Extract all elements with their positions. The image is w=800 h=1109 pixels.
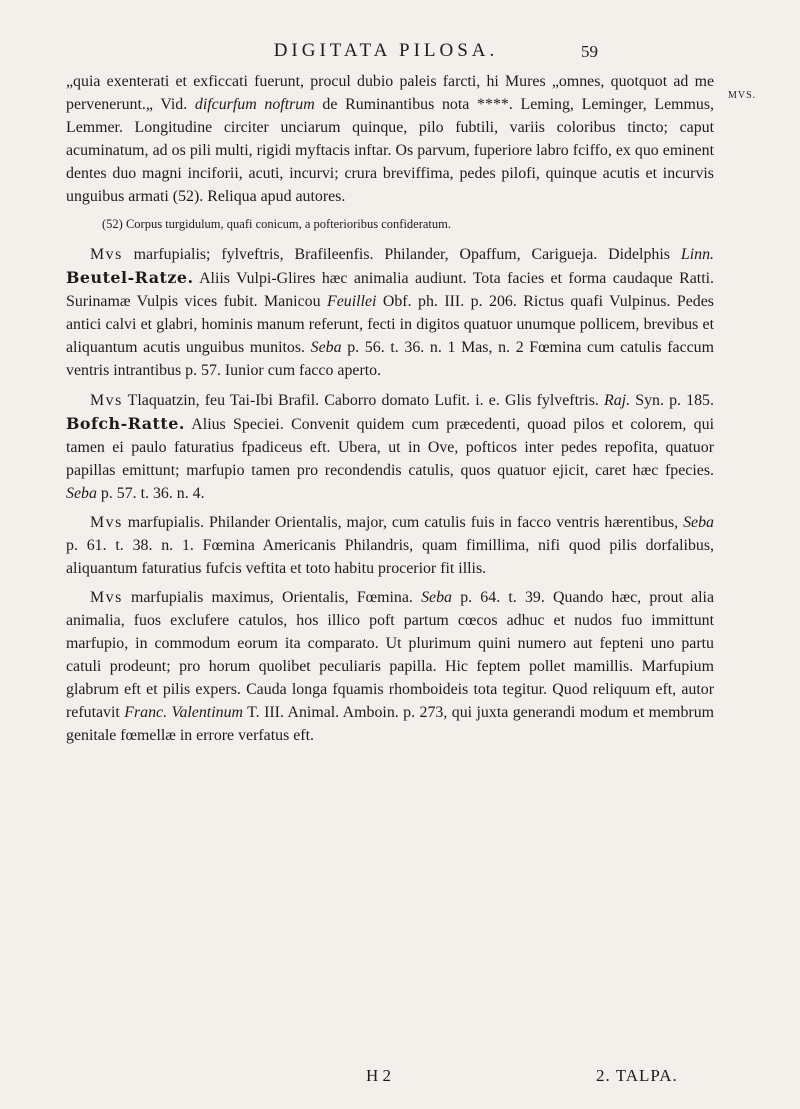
catchword: 2. TALPA. bbox=[596, 1066, 678, 1085]
italic-run: difcurfum noftrum bbox=[194, 96, 315, 113]
italic-run: Seba bbox=[421, 589, 452, 606]
text-run: „quia exenterati et exficcati fuerunt, procul dubio paleis farcti, hi Mures „omnes, quotquot ad me pervenerunt.„ Vid. bbox=[66, 73, 714, 113]
italic-run: Seba bbox=[310, 339, 342, 356]
paragraph-mvs-maximus bbox=[66, 586, 714, 747]
paragraph-mvs-marfupialis-1 bbox=[66, 242, 714, 382]
paragraph-leming bbox=[66, 70, 714, 208]
body-text bbox=[66, 70, 714, 753]
italic-run: Raj. bbox=[604, 392, 631, 409]
text-run: Tlaquatzin, feu Tai-Ibi Brafil. Caborro domato Lufit. i. e. Glis fylveftris. bbox=[122, 392, 605, 409]
text-run: p. 61. t. 38. n. 1. Fœmina Americanis Philandris, quam fimillima, nifi quod pilis dorfalibus, aliquantum faturatius fufcis veftita et toto habitu procerior fit illis. bbox=[66, 537, 714, 577]
text-run: Aliis Vulpi-Glires hæc animalia audiunt. Tota facies et forma caudaque Ratti. Surinamæ Vulpis vices fubit. Manicou bbox=[66, 270, 714, 310]
italic-run: Franc. Valentinum bbox=[124, 704, 244, 721]
entry-lead: Mvs bbox=[90, 514, 123, 531]
margin-note: MVS. bbox=[728, 90, 757, 101]
running-head: DIGITATA PILOSA. bbox=[273, 40, 499, 61]
fraktur-run: Bofch-Ratte. bbox=[66, 414, 185, 433]
text-run: p. 64. t. 39. Quando hæc, prout alia animalia, fuos exclufere catulos, hos illico poft partum cœcos adhuc et nudos fuo immittunt marfupio, in commodum eorum ita comparato. Ut plurimum quini numero aut fepteni uno partu catuli prodeunt; pro horum quolibet peculiaris papilla. Hic feptem pollet mamillis. Marfupium glabrum eft et pilis expers. Cauda longa fquamis rhomboideis tota tegitur. Quod reliquum eft, autor refutavit bbox=[66, 589, 715, 721]
text-run: p. 56. t. 36. n. 1 Mas, n. 2 Fœmina cum catulis faccum ventris intrantibus p. 57. Iunior cum facco aperto. bbox=[66, 339, 714, 379]
page-footer bbox=[0, 1066, 800, 1092]
paragraph-mvs-tlaquatzin bbox=[66, 388, 714, 505]
paragraph-mvs-orientalis bbox=[66, 511, 714, 580]
signature-mark: H 2 bbox=[366, 1066, 392, 1085]
entry-lead: Mvs bbox=[90, 392, 123, 409]
italic-run: Seba bbox=[66, 485, 97, 502]
italic-run: Seba bbox=[683, 514, 714, 531]
text-run: marfupialis maximus, Orientalis, Fœmina. bbox=[122, 589, 422, 606]
text-run: p. 57. t. 36. n. 4. bbox=[96, 485, 205, 502]
page-header bbox=[0, 40, 800, 72]
entry-lead: Mvs bbox=[90, 246, 123, 263]
text-run: Alius Speciei. Convenit quidem cum præcedenti, quoad pilos et colorem, qui tamen ei paulo faturatius fpadiceus eft. Ubera, ut in Ove, pofticos inter pedes repofita, quatuor papillas emittunt; marfupio tamen pro recondendis catulis, quos quatuor ejicit, caret hæc fpecies. bbox=[66, 416, 714, 479]
text-run: marfupialis; fylveftris, Brafileenfis. Philander, Opaffum, Carigueja. Didelphis bbox=[122, 246, 681, 263]
text-run: Obf. ph. III. p. 206. Rictus quafi Vulpinus. Pedes antici calvi et glabri, hominis manum referunt, fecti in digitos quatuor unumque pollicem, brevibus et aliquantum acutis unguibus munitos. bbox=[66, 293, 714, 356]
entry-lead: Mvs bbox=[90, 589, 123, 606]
text-run: Syn. p. 185. bbox=[630, 392, 714, 409]
fraktur-run: Beutel-Ratze. bbox=[66, 268, 194, 287]
italic-run: Linn. bbox=[680, 246, 714, 263]
text-run: de Ruminantibus nota ****. Leming, Leminger, Lemmus, Lemmer. Longitudine circiter unciarum quinque, pilo fubtili, variis coloribus tincto; caput acuminatum, ad os pili multi, rigidi myftacis inftar. Os parvum, fuperiore labro fciffo, ex quo eminent dentes duo magni inciforii, acuti, incurvi; crura breviffima, pedes pilofi, quinque acutis et incurvis unguibus armati (52). Reliqua apud autores. bbox=[66, 96, 715, 205]
text-run: marfupialis. Philander Orientalis, major, cum catulis fuis in facco ventris hærentibus, bbox=[122, 514, 684, 531]
text-run: T. III. Animal. Amboin. p. 273, qui juxta generandi modum et membrum genitale fœmellæ in errore verfatus eft. bbox=[66, 704, 714, 744]
italic-run: Feuillei bbox=[327, 293, 377, 310]
footnote-52: (52) Corpus turgidulum, quafi conicum, a pofterioribus confideratum. bbox=[102, 217, 451, 231]
page-number: 59 bbox=[581, 42, 598, 61]
